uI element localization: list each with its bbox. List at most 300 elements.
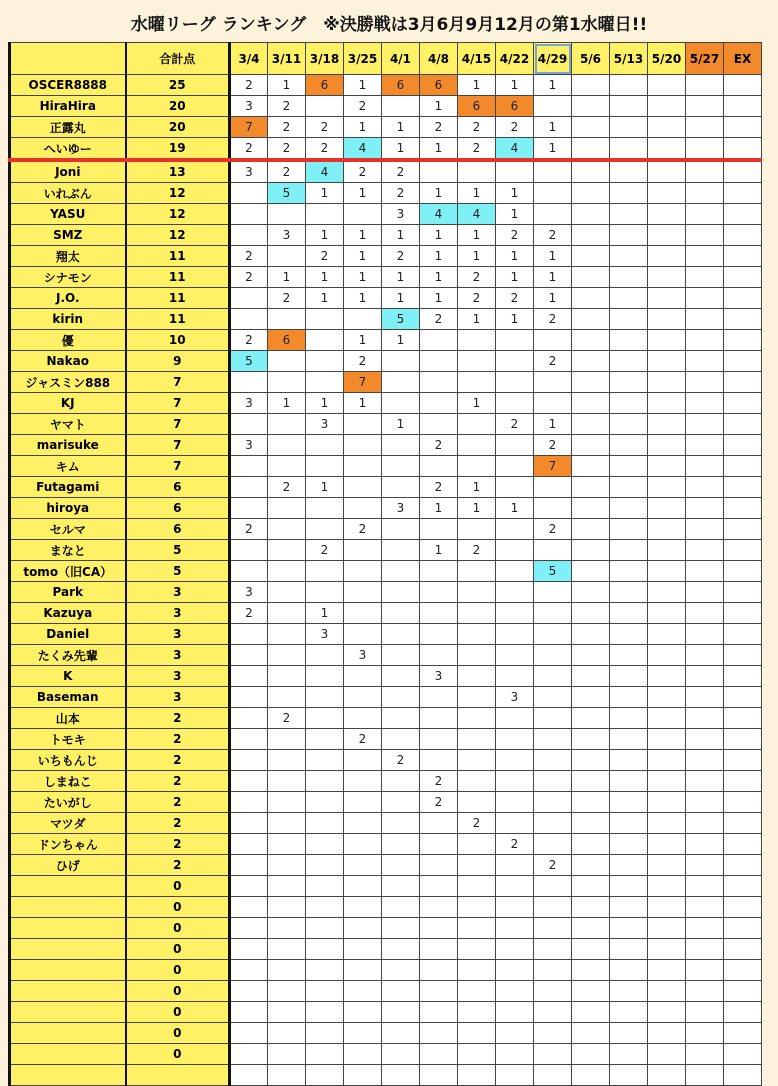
score-cell[interactable] — [572, 204, 610, 225]
score-cell[interactable]: 5 — [230, 351, 268, 372]
score-cell[interactable] — [306, 309, 344, 330]
score-cell[interactable]: 7 — [230, 117, 268, 138]
score-cell[interactable] — [724, 540, 762, 561]
score-cell[interactable]: 2 — [344, 729, 382, 750]
score-cell[interactable] — [382, 792, 420, 813]
player-name-cell[interactable]: HiraHira — [10, 96, 126, 117]
score-cell[interactable] — [496, 645, 534, 666]
score-cell[interactable] — [724, 246, 762, 267]
score-cell[interactable] — [496, 160, 534, 183]
score-cell[interactable]: 2 — [230, 267, 268, 288]
score-cell[interactable] — [724, 267, 762, 288]
score-cell[interactable] — [230, 834, 268, 855]
score-cell[interactable] — [344, 582, 382, 603]
score-cell[interactable] — [382, 813, 420, 834]
score-cell[interactable]: 2 — [496, 225, 534, 246]
score-cell[interactable] — [572, 666, 610, 687]
score-cell[interactable]: 1 — [496, 75, 534, 96]
score-cell[interactable] — [724, 624, 762, 645]
score-cell[interactable] — [306, 498, 344, 519]
score-cell[interactable] — [610, 225, 648, 246]
score-cell[interactable] — [420, 1044, 458, 1065]
score-cell[interactable] — [382, 624, 420, 645]
score-cell[interactable] — [686, 204, 724, 225]
score-cell[interactable] — [230, 792, 268, 813]
score-cell[interactable]: 1 — [268, 75, 306, 96]
score-cell[interactable] — [724, 687, 762, 708]
score-cell[interactable] — [572, 393, 610, 414]
header-date-cell[interactable]: 4/22 — [496, 43, 534, 75]
score-cell[interactable] — [724, 498, 762, 519]
score-cell[interactable] — [648, 519, 686, 540]
score-cell[interactable] — [230, 981, 268, 1002]
score-cell[interactable] — [496, 876, 534, 897]
score-cell[interactable]: 2 — [534, 309, 572, 330]
score-cell[interactable]: 2 — [268, 117, 306, 138]
score-cell[interactable] — [534, 750, 572, 771]
score-cell[interactable] — [724, 981, 762, 1002]
score-cell[interactable] — [572, 288, 610, 309]
score-cell[interactable] — [534, 1044, 572, 1065]
score-cell[interactable] — [344, 204, 382, 225]
score-cell[interactable]: 3 — [496, 687, 534, 708]
score-cell[interactable] — [420, 1023, 458, 1044]
score-cell[interactable] — [648, 603, 686, 624]
score-cell[interactable] — [420, 330, 458, 351]
score-cell[interactable] — [724, 225, 762, 246]
score-cell[interactable] — [420, 160, 458, 183]
score-cell[interactable] — [306, 666, 344, 687]
score-cell[interactable] — [496, 918, 534, 939]
score-cell[interactable]: 1 — [382, 117, 420, 138]
score-cell[interactable] — [572, 498, 610, 519]
score-cell[interactable] — [306, 645, 344, 666]
score-cell[interactable] — [458, 729, 496, 750]
score-cell[interactable] — [572, 918, 610, 939]
total-score-cell[interactable]: 0 — [126, 1023, 230, 1044]
score-cell[interactable] — [572, 981, 610, 1002]
score-cell[interactable]: 2 — [496, 117, 534, 138]
score-cell[interactable]: 1 — [306, 603, 344, 624]
score-cell[interactable] — [496, 435, 534, 456]
score-cell[interactable] — [686, 603, 724, 624]
player-name-cell[interactable]: kirin — [10, 309, 126, 330]
score-cell[interactable] — [572, 960, 610, 981]
score-cell[interactable] — [344, 1044, 382, 1065]
score-cell[interactable] — [724, 309, 762, 330]
score-cell[interactable] — [534, 393, 572, 414]
player-name-cell[interactable]: まなと — [10, 540, 126, 561]
score-cell[interactable] — [724, 117, 762, 138]
score-cell[interactable] — [344, 708, 382, 729]
player-name-cell[interactable] — [10, 1023, 126, 1044]
score-cell[interactable]: 2 — [268, 138, 306, 161]
score-cell[interactable] — [230, 1002, 268, 1023]
score-cell[interactable] — [496, 960, 534, 981]
total-score-cell[interactable]: 2 — [126, 813, 230, 834]
score-cell[interactable] — [268, 1065, 306, 1086]
score-cell[interactable]: 2 — [306, 246, 344, 267]
header-date-cell[interactable]: 3/18 — [306, 43, 344, 75]
score-cell[interactable] — [610, 708, 648, 729]
score-cell[interactable] — [686, 561, 724, 582]
score-cell[interactable]: 2 — [268, 477, 306, 498]
score-cell[interactable] — [724, 519, 762, 540]
player-name-cell[interactable]: キム — [10, 456, 126, 477]
header-date-cell[interactable]: 4/15 — [458, 43, 496, 75]
score-cell[interactable] — [610, 160, 648, 183]
score-cell[interactable] — [724, 414, 762, 435]
score-cell[interactable] — [534, 645, 572, 666]
score-cell[interactable] — [610, 117, 648, 138]
score-cell[interactable] — [648, 117, 686, 138]
score-cell[interactable] — [306, 204, 344, 225]
player-name-cell[interactable] — [10, 960, 126, 981]
score-cell[interactable] — [306, 771, 344, 792]
score-cell[interactable] — [344, 414, 382, 435]
score-cell[interactable] — [534, 897, 572, 918]
score-cell[interactable] — [496, 582, 534, 603]
header-date-cell[interactable]: 3/4 — [230, 43, 268, 75]
score-cell[interactable] — [534, 498, 572, 519]
player-name-cell[interactable] — [10, 939, 126, 960]
score-cell[interactable] — [648, 330, 686, 351]
score-cell[interactable] — [724, 183, 762, 204]
score-cell[interactable]: 1 — [458, 183, 496, 204]
score-cell[interactable]: 2 — [382, 160, 420, 183]
score-cell[interactable] — [572, 246, 610, 267]
score-cell[interactable]: 1 — [420, 225, 458, 246]
score-cell[interactable] — [496, 603, 534, 624]
score-cell[interactable] — [306, 351, 344, 372]
player-name-cell[interactable]: Baseman — [10, 687, 126, 708]
score-cell[interactable] — [648, 897, 686, 918]
score-cell[interactable] — [724, 75, 762, 96]
score-cell[interactable] — [610, 813, 648, 834]
score-cell[interactable] — [268, 540, 306, 561]
header-date-cell[interactable]: 3/11 — [268, 43, 306, 75]
score-cell[interactable] — [382, 372, 420, 393]
score-cell[interactable] — [724, 288, 762, 309]
score-cell[interactable]: 1 — [268, 267, 306, 288]
score-cell[interactable] — [534, 477, 572, 498]
score-cell[interactable] — [420, 876, 458, 897]
score-cell[interactable] — [648, 729, 686, 750]
score-cell[interactable] — [686, 582, 724, 603]
score-cell[interactable] — [648, 351, 686, 372]
score-cell[interactable] — [724, 960, 762, 981]
score-cell[interactable] — [724, 138, 762, 161]
score-cell[interactable] — [686, 792, 724, 813]
score-cell[interactable] — [306, 876, 344, 897]
score-cell[interactable] — [382, 876, 420, 897]
score-cell[interactable] — [534, 708, 572, 729]
score-cell[interactable]: 6 — [496, 96, 534, 117]
player-name-cell[interactable]: Park — [10, 582, 126, 603]
score-cell[interactable] — [496, 624, 534, 645]
score-cell[interactable] — [420, 813, 458, 834]
score-cell[interactable] — [458, 1002, 496, 1023]
total-score-cell[interactable]: 2 — [126, 855, 230, 876]
score-cell[interactable]: 2 — [268, 160, 306, 183]
score-cell[interactable] — [724, 645, 762, 666]
score-cell[interactable] — [382, 1002, 420, 1023]
score-cell[interactable] — [534, 183, 572, 204]
score-cell[interactable] — [496, 666, 534, 687]
score-cell[interactable] — [572, 183, 610, 204]
score-cell[interactable] — [572, 855, 610, 876]
score-cell[interactable] — [268, 372, 306, 393]
score-cell[interactable] — [610, 1023, 648, 1044]
total-score-cell[interactable]: 25 — [126, 75, 230, 96]
score-cell[interactable] — [572, 309, 610, 330]
score-cell[interactable] — [572, 267, 610, 288]
score-cell[interactable]: 2 — [534, 435, 572, 456]
score-cell[interactable] — [572, 708, 610, 729]
score-cell[interactable] — [686, 225, 724, 246]
score-cell[interactable] — [306, 813, 344, 834]
total-score-cell[interactable]: 7 — [126, 456, 230, 477]
total-score-cell[interactable]: 11 — [126, 267, 230, 288]
score-cell[interactable] — [572, 117, 610, 138]
score-cell[interactable] — [724, 330, 762, 351]
score-cell[interactable] — [610, 477, 648, 498]
score-cell[interactable]: 1 — [306, 288, 344, 309]
score-cell[interactable] — [306, 792, 344, 813]
total-score-cell[interactable]: 7 — [126, 393, 230, 414]
score-cell[interactable] — [306, 519, 344, 540]
score-cell[interactable] — [724, 855, 762, 876]
score-cell[interactable] — [344, 750, 382, 771]
total-score-cell[interactable]: 0 — [126, 918, 230, 939]
score-cell[interactable] — [420, 624, 458, 645]
score-cell[interactable] — [496, 813, 534, 834]
score-cell[interactable] — [724, 456, 762, 477]
total-score-cell[interactable]: 0 — [126, 876, 230, 897]
score-cell[interactable] — [686, 519, 724, 540]
score-cell[interactable] — [648, 771, 686, 792]
score-cell[interactable]: 1 — [534, 414, 572, 435]
score-cell[interactable]: 1 — [306, 225, 344, 246]
score-cell[interactable] — [496, 477, 534, 498]
score-cell[interactable] — [572, 645, 610, 666]
score-cell[interactable] — [686, 876, 724, 897]
player-name-cell[interactable]: Nakao — [10, 351, 126, 372]
score-cell[interactable]: 2 — [230, 246, 268, 267]
score-cell[interactable]: 2 — [306, 540, 344, 561]
score-cell[interactable]: 1 — [534, 117, 572, 138]
total-score-cell[interactable]: 7 — [126, 372, 230, 393]
score-cell[interactable]: 1 — [382, 267, 420, 288]
score-cell[interactable] — [648, 834, 686, 855]
score-cell[interactable] — [572, 330, 610, 351]
score-cell[interactable] — [572, 939, 610, 960]
score-cell[interactable] — [610, 393, 648, 414]
score-cell[interactable] — [268, 582, 306, 603]
score-cell[interactable] — [306, 918, 344, 939]
score-cell[interactable] — [268, 624, 306, 645]
total-score-cell[interactable]: 2 — [126, 792, 230, 813]
score-cell[interactable] — [610, 1044, 648, 1065]
score-cell[interactable] — [686, 351, 724, 372]
score-cell[interactable] — [230, 918, 268, 939]
total-score-cell[interactable]: 7 — [126, 435, 230, 456]
score-cell[interactable]: 3 — [306, 624, 344, 645]
score-cell[interactable] — [534, 603, 572, 624]
score-cell[interactable] — [306, 939, 344, 960]
score-cell[interactable] — [724, 939, 762, 960]
score-cell[interactable] — [648, 939, 686, 960]
score-cell[interactable] — [610, 666, 648, 687]
score-cell[interactable] — [420, 855, 458, 876]
score-cell[interactable] — [268, 729, 306, 750]
player-name-cell[interactable]: ヤマト — [10, 414, 126, 435]
score-cell[interactable] — [534, 729, 572, 750]
total-score-cell[interactable]: 2 — [126, 771, 230, 792]
score-cell[interactable] — [648, 792, 686, 813]
score-cell[interactable]: 5 — [268, 183, 306, 204]
score-cell[interactable] — [572, 729, 610, 750]
score-cell[interactable]: 4 — [306, 160, 344, 183]
score-cell[interactable]: 1 — [382, 225, 420, 246]
header-date-cell[interactable]: EX — [724, 43, 762, 75]
score-cell[interactable] — [534, 792, 572, 813]
score-cell[interactable] — [344, 876, 382, 897]
score-cell[interactable] — [382, 1044, 420, 1065]
score-cell[interactable] — [306, 1002, 344, 1023]
score-cell[interactable] — [686, 645, 724, 666]
score-cell[interactable] — [382, 708, 420, 729]
score-cell[interactable] — [344, 1023, 382, 1044]
score-cell[interactable] — [686, 960, 724, 981]
score-cell[interactable] — [572, 456, 610, 477]
score-cell[interactable]: 1 — [306, 393, 344, 414]
score-cell[interactable] — [344, 624, 382, 645]
score-cell[interactable] — [686, 855, 724, 876]
score-cell[interactable] — [686, 540, 724, 561]
score-cell[interactable]: 2 — [344, 351, 382, 372]
score-cell[interactable]: 1 — [458, 225, 496, 246]
score-cell[interactable] — [572, 771, 610, 792]
score-cell[interactable]: 1 — [534, 246, 572, 267]
total-score-cell[interactable]: 2 — [126, 834, 230, 855]
player-name-cell[interactable]: KJ — [10, 393, 126, 414]
score-cell[interactable] — [230, 645, 268, 666]
total-score-cell[interactable]: 2 — [126, 750, 230, 771]
score-cell[interactable] — [572, 687, 610, 708]
score-cell[interactable]: 1 — [420, 246, 458, 267]
score-cell[interactable] — [344, 1002, 382, 1023]
score-cell[interactable] — [610, 330, 648, 351]
score-cell[interactable] — [458, 435, 496, 456]
score-cell[interactable] — [572, 477, 610, 498]
player-name-cell[interactable] — [10, 1002, 126, 1023]
score-cell[interactable]: 2 — [534, 351, 572, 372]
score-cell[interactable] — [534, 981, 572, 1002]
score-cell[interactable] — [572, 519, 610, 540]
score-cell[interactable] — [344, 792, 382, 813]
score-cell[interactable] — [458, 624, 496, 645]
score-cell[interactable] — [648, 918, 686, 939]
score-cell[interactable] — [648, 1023, 686, 1044]
score-cell[interactable] — [382, 435, 420, 456]
total-score-cell[interactable]: 6 — [126, 519, 230, 540]
score-cell[interactable] — [268, 435, 306, 456]
score-cell[interactable] — [534, 918, 572, 939]
score-cell[interactable]: 1 — [344, 246, 382, 267]
score-cell[interactable]: 1 — [382, 414, 420, 435]
score-cell[interactable] — [686, 897, 724, 918]
score-cell[interactable] — [648, 414, 686, 435]
score-cell[interactable] — [534, 666, 572, 687]
score-cell[interactable]: 3 — [420, 666, 458, 687]
score-cell[interactable] — [686, 372, 724, 393]
score-cell[interactable] — [686, 1044, 724, 1065]
score-cell[interactable] — [268, 1023, 306, 1044]
score-cell[interactable] — [496, 1002, 534, 1023]
total-score-cell[interactable]: 2 — [126, 708, 230, 729]
score-cell[interactable] — [686, 456, 724, 477]
score-cell[interactable]: 2 — [230, 519, 268, 540]
score-cell[interactable] — [648, 624, 686, 645]
score-cell[interactable] — [344, 981, 382, 1002]
score-cell[interactable] — [572, 1023, 610, 1044]
score-cell[interactable] — [420, 939, 458, 960]
score-cell[interactable] — [268, 897, 306, 918]
score-cell[interactable] — [724, 750, 762, 771]
score-cell[interactable] — [534, 1065, 572, 1086]
score-cell[interactable] — [610, 792, 648, 813]
score-cell[interactable] — [268, 771, 306, 792]
score-cell[interactable] — [382, 582, 420, 603]
score-cell[interactable] — [230, 414, 268, 435]
score-cell[interactable] — [306, 456, 344, 477]
total-score-cell[interactable]: 2 — [126, 729, 230, 750]
score-cell[interactable] — [230, 309, 268, 330]
score-cell[interactable] — [686, 750, 724, 771]
score-cell[interactable] — [572, 1002, 610, 1023]
score-cell[interactable] — [610, 960, 648, 981]
score-cell[interactable]: 1 — [382, 138, 420, 161]
score-cell[interactable] — [610, 687, 648, 708]
score-cell[interactable] — [724, 372, 762, 393]
score-cell[interactable] — [306, 855, 344, 876]
score-cell[interactable] — [458, 939, 496, 960]
score-cell[interactable] — [268, 855, 306, 876]
score-cell[interactable] — [686, 687, 724, 708]
score-cell[interactable] — [724, 561, 762, 582]
score-cell[interactable] — [382, 561, 420, 582]
score-cell[interactable] — [610, 372, 648, 393]
score-cell[interactable] — [610, 582, 648, 603]
score-cell[interactable] — [610, 246, 648, 267]
score-cell[interactable]: 1 — [458, 498, 496, 519]
score-cell[interactable] — [420, 897, 458, 918]
score-cell[interactable]: 2 — [268, 708, 306, 729]
score-cell[interactable]: 1 — [420, 138, 458, 161]
score-cell[interactable] — [230, 540, 268, 561]
score-cell[interactable] — [344, 540, 382, 561]
total-score-cell[interactable]: 12 — [126, 204, 230, 225]
total-score-cell[interactable]: 20 — [126, 96, 230, 117]
score-cell[interactable]: 2 — [230, 603, 268, 624]
score-cell[interactable] — [420, 708, 458, 729]
score-cell[interactable] — [572, 750, 610, 771]
score-cell[interactable] — [496, 897, 534, 918]
total-score-cell[interactable]: 6 — [126, 477, 230, 498]
total-score-cell[interactable]: 3 — [126, 624, 230, 645]
score-cell[interactable] — [306, 435, 344, 456]
